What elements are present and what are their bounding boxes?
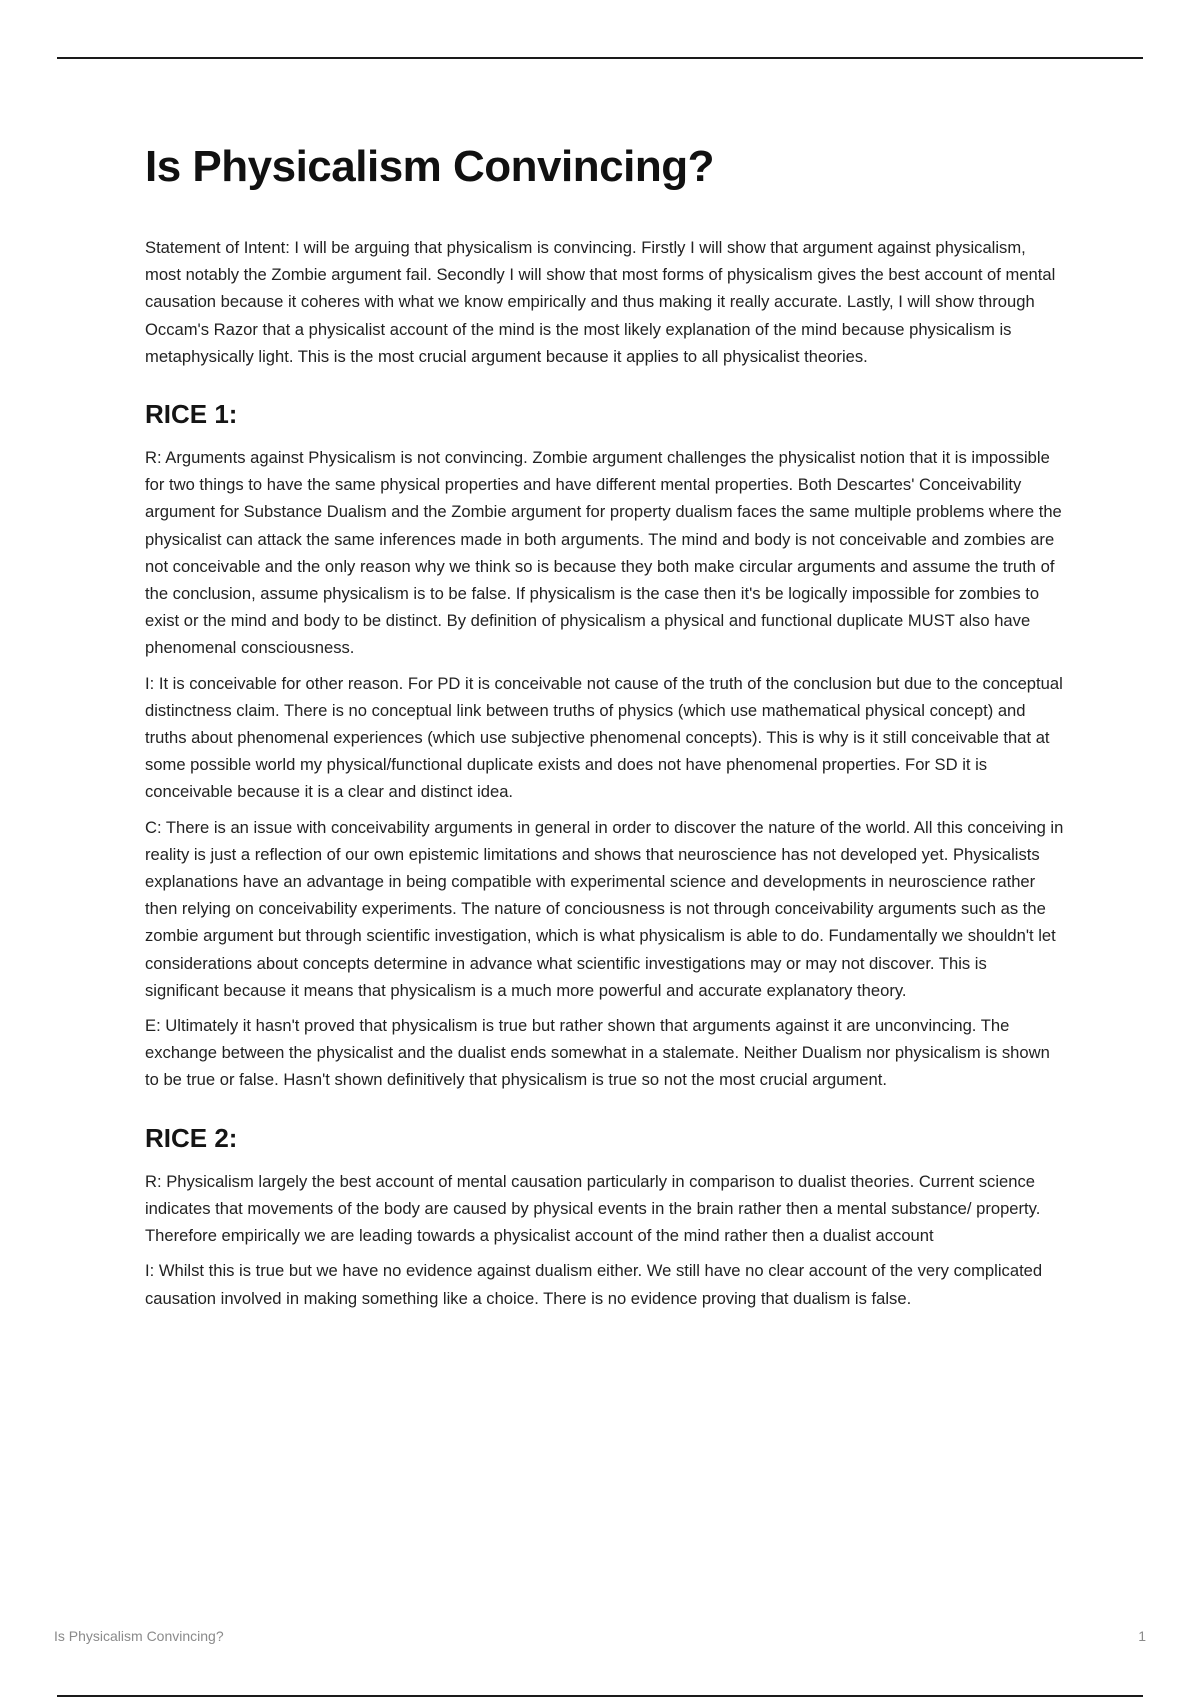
top-divider	[57, 57, 1143, 59]
section-heading: RICE 1:	[145, 399, 238, 430]
document-title: Is Physicalism Convincing?	[145, 142, 714, 191]
paragraph-r: R: Physicalism largely the best account of mental causation particularly in comparison to dualist theories. Current science indicates that movements of the body are caused by physical events in the brain rather then a mental substance/ property. Therefore empirically we are leading towards a physicalist account of the mind rather then a dualist account	[145, 1171, 1041, 1246]
paragraph-r: R: Arguments against Physicalism is not convincing. Zombie argument challenges the physicalist notion that it is impossible for two things to have the same physical properties and have different mental properties. Both Descartes' Conceivability argument for Substance Dualism and the Zombie argument for property dualism faces the same multiple problems where the physicalist can attack the same inferences made in both arguments. The mind and body is not conceivable and zombies are not conceivable and the only reason why we think so is because they both make circular arguments and assume the truth of the conclusion, assume physicalism is to be false. If physicalism is the case then it's be logically impossible for zombies to exist or the mind and body to be distinct. By definition of physicalism a physical and functional duplicate MUST also have phenomenal consciousness.	[145, 448, 1062, 658]
bottom-divider	[57, 1695, 1143, 1697]
paragraph-c: C: There is an issue with conceivability arguments in general in order to discover the nature of the world. All this conceiving in reality is just a reflection of our own epistemic limitations and shows that neuroscience has not developed yet. Physicalists explanations have an advantage in being compatible with experimental science and developments in neuroscience rather then relying on conceivability experiments. The nature of conciousness is not through conceivability arguments such as the zombie argument but through scientific investigation, which is what physicalism is able to do. Fundamentally we shouldn't let considerations about concepts determine in advance what scientific investigations may or may not discover. This is significant because it means that physicalism is a much more powerful and accurate explanatory theory.	[145, 817, 1064, 1000]
statement-of-intent: Statement of Intent: I will be arguing that physicalism is convincing. Firstly I will show that argument against physicalism, most notably the Zombie argument fail. Secondly I will show that most forms of physicalism gives the best account of mental causation because it coheres with what we know empirically and thus making it really accurate. Lastly, I will show through Occam's Razor that a physicalist account of the mind is the most likely explanation of the mind because physicalism is metaphysically light. This is the most crucial argument because it applies to all physicalist theories.	[145, 238, 1056, 366]
section-rice-2	[145, 1122, 1065, 1312]
paragraph-i: I: Whilst this is true but we have no evidence against dualism either. We still have no clear account of the very complicated causation involved in making something like a choice. There is no evidence proving that dualism is false.	[145, 1261, 1043, 1308]
page-number: 1	[1138, 1628, 1146, 1644]
section-rice-1	[145, 398, 1065, 1094]
paragraph-i: I: It is conceivable for other reason. For PD it is conceivable not cause of the truth of the conclusion but due to the conceptual distinctness claim. There is no conceptual link between truths of physics (which use mathematical physical concept) and truths about phenomenal experiences (which use subjective phenomenal concepts). This is why is it still conceivable that at some possible world my physical/functional duplicate exists and does not have phenomenal properties. For SD it is conceivable because it is a clear and distinct idea.	[145, 673, 1063, 802]
document-body	[145, 140, 1065, 1320]
page-footer	[54, 1627, 1146, 1645]
section-heading: RICE 2:	[145, 1122, 238, 1153]
footer-title: Is Physicalism Convincing?	[54, 1628, 224, 1644]
paragraph-e: E: Ultimately it hasn't proved that physicalism is true but rather shown that arguments against it are unconvincing. The exchange between the physicalist and the dualist ends somewhat in a stalemate. Neither Dualism nor physicalism is shown to be true or false. Hasn't shown definitively that physicalism is true so not the most crucial argument.	[145, 1016, 1050, 1090]
